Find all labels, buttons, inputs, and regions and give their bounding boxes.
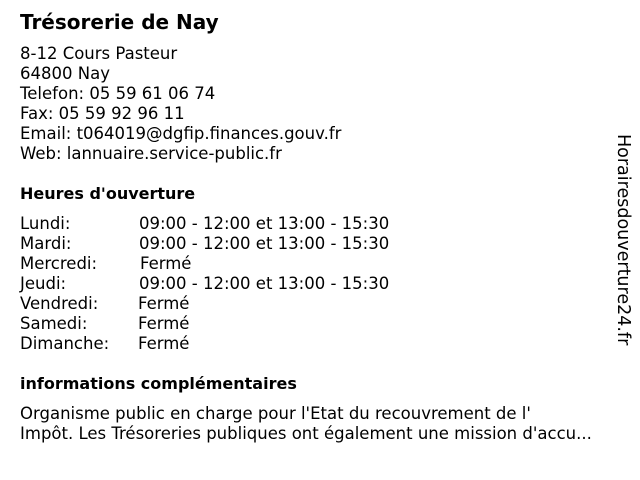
day-label-tuesday: Mardi:: [20, 234, 72, 253]
fax-number: Fax: 05 59 92 96 11: [20, 104, 185, 123]
hours-sunday: Fermé: [138, 334, 190, 353]
page-title: Trésorerie de Nay: [20, 10, 219, 34]
address-city: 64800 Nay: [20, 64, 110, 83]
address-street: 8-12 Cours Pasteur: [20, 44, 178, 63]
additional-info-heading: informations complémentaires: [20, 374, 297, 393]
day-label-friday: Vendredi:: [20, 294, 99, 313]
email-address: Email: t064019@dgfip.finances.gouv.fr: [20, 124, 342, 143]
day-label-saturday: Samedi:: [20, 314, 88, 333]
hours-friday: Fermé: [138, 294, 190, 313]
opening-hours-heading: Heures d'ouverture: [20, 184, 196, 203]
day-label-wednesday: Mercredi:: [20, 254, 98, 273]
phone-number: Telefon: 05 59 61 06 74: [20, 84, 216, 103]
hours-wednesday: Fermé: [140, 254, 192, 273]
hours-monday: 09:00 - 12:00 et 13:00 - 15:30: [139, 214, 390, 233]
day-label-monday: Lundi:: [20, 214, 71, 233]
watermark-text: Horairesdouverture24.fr: [613, 134, 633, 346]
description-line-1: Organisme public en charge pour l'Etat du recouvrement de l': [20, 404, 531, 423]
website-link: Web: lannuaire.service-public.fr: [20, 144, 282, 163]
day-label-sunday: Dimanche:: [20, 334, 110, 353]
site-watermark: [612, 134, 634, 370]
hours-thursday: 09:00 - 12:00 et 13:00 - 15:30: [139, 274, 390, 293]
description-line-2: Impôt. Les Trésoreries publiques ont également une mission d'accu...: [20, 424, 592, 443]
hours-tuesday: 09:00 - 12:00 et 13:00 - 15:30: [139, 234, 390, 253]
hours-saturday: Fermé: [138, 314, 190, 333]
day-label-thursday: Jeudi:: [20, 274, 67, 293]
